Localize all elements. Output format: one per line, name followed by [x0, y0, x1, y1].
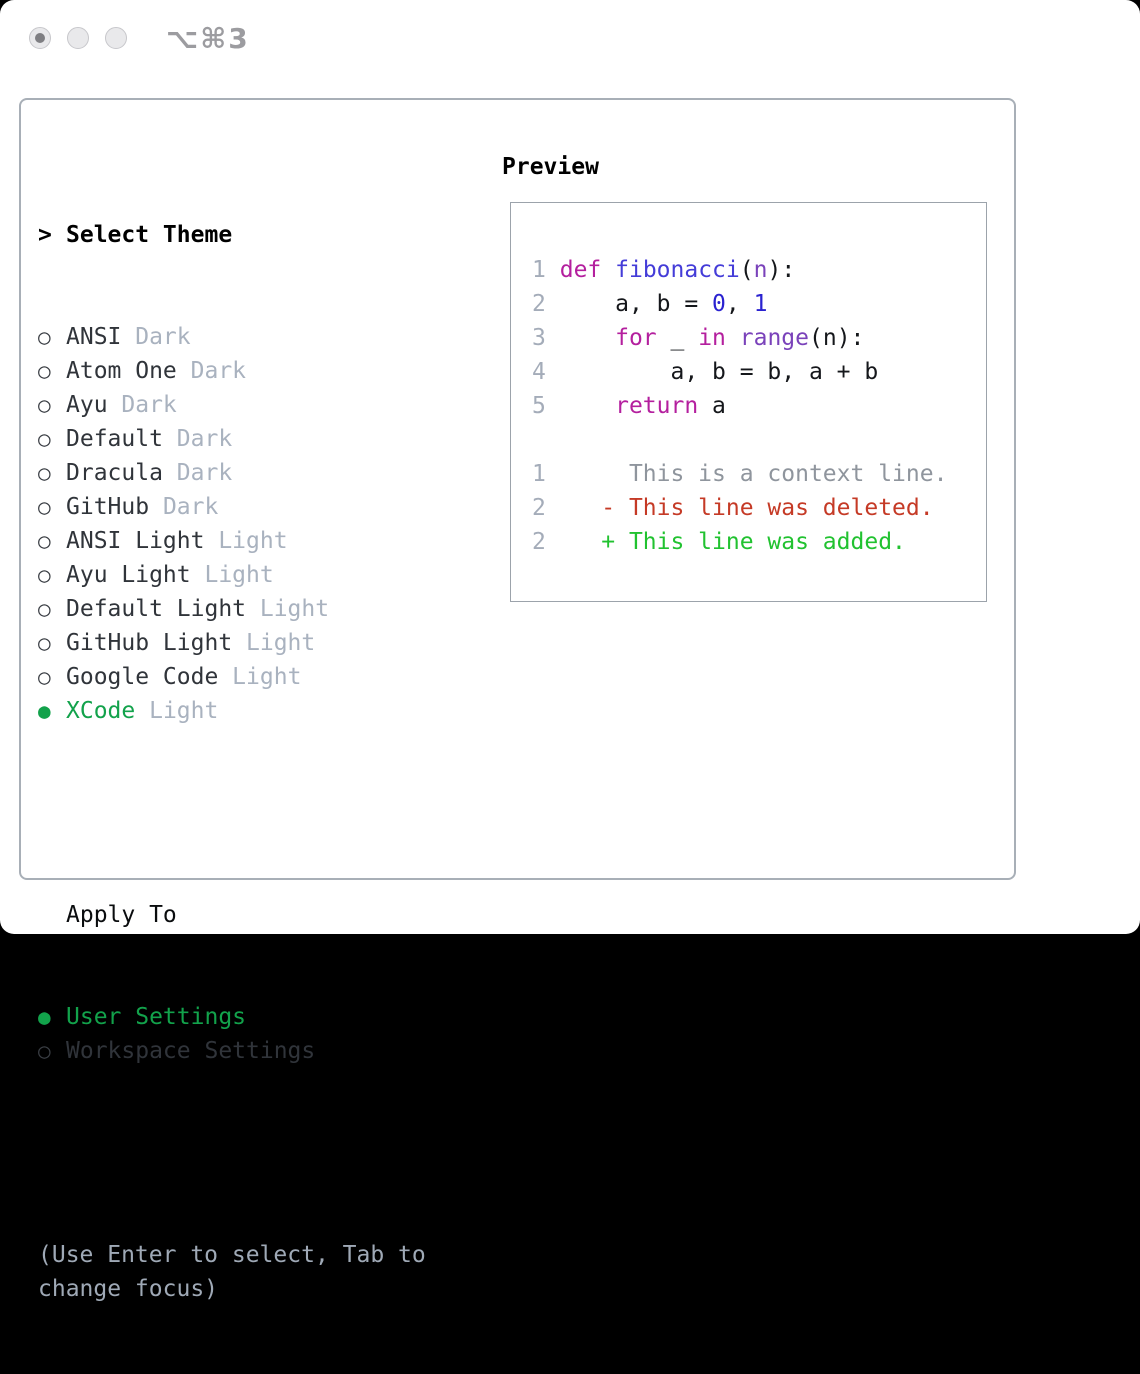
select-theme-header	[38, 218, 458, 252]
code-token: ):	[767, 257, 796, 283]
theme-variant-tag: Dark	[121, 324, 191, 350]
code-token: return	[615, 393, 699, 419]
code-token: ,	[725, 291, 754, 317]
theme-variant-tag: Dark	[176, 358, 247, 384]
code-token	[601, 257, 615, 283]
radio-unselected-icon: ○	[38, 631, 51, 655]
preview-code-line	[532, 321, 986, 355]
apply-option-workspace-settings[interactable]	[38, 1034, 458, 1068]
code-token: (n):	[809, 325, 865, 351]
spacer	[38, 1136, 458, 1170]
theme-variant-tag: Dark	[149, 494, 219, 520]
zoom-button[interactable]	[105, 27, 127, 49]
theme-picker-panel	[19, 98, 1016, 1302]
theme-name: ANSI Light	[66, 528, 205, 554]
theme-variant-tag: Dark	[107, 392, 177, 418]
radio-unselected-icon: ○	[38, 359, 51, 383]
code-preview-box	[510, 202, 987, 602]
code-token: + This line was added.	[545, 529, 906, 555]
theme-option-atom-one[interactable]	[38, 354, 458, 388]
code-token: a, b = b, a + b	[545, 359, 879, 385]
code-token: a, b =	[545, 291, 713, 317]
theme-name: Default Light	[66, 596, 247, 622]
code-token: (	[739, 257, 754, 283]
code-token	[546, 393, 615, 419]
code-token	[546, 257, 560, 283]
line-number: 5	[532, 393, 546, 419]
theme-name: GitHub Light	[66, 630, 233, 656]
code-token: fibonacci	[615, 257, 740, 283]
preview-code-line	[532, 525, 986, 559]
theme-name: GitHub	[66, 494, 150, 520]
line-number: 2	[532, 291, 546, 317]
select-theme-title: Select Theme	[66, 222, 233, 248]
preview-code-line	[532, 287, 986, 321]
theme-name: ANSI	[66, 324, 122, 350]
close-button-dot	[35, 33, 45, 43]
code-token: This is a context line.	[545, 461, 948, 487]
apply-option-user-settings[interactable]	[38, 1000, 458, 1034]
preview-code-line	[532, 423, 986, 457]
theme-option-ayu[interactable]	[38, 388, 458, 422]
apply-option-label: Workspace Settings	[66, 1038, 316, 1064]
preview-code-line	[532, 355, 986, 389]
code-token	[546, 325, 615, 351]
apply-to-header: Apply To	[66, 902, 177, 928]
code-token: - This line was deleted.	[545, 495, 934, 521]
apply-option-label: User Settings	[66, 1004, 247, 1030]
theme-name: Ayu Light	[66, 562, 191, 588]
radio-unselected-icon: ○	[38, 495, 51, 519]
theme-variant-tag: Light	[218, 664, 302, 690]
preview-code-line	[532, 457, 986, 491]
code-token: _	[656, 325, 699, 351]
help-hint-text: (Use Enter to select, Tab to change focus)	[38, 1242, 426, 1302]
minimize-button[interactable]	[67, 27, 89, 49]
preview-code-line	[532, 253, 986, 287]
theme-name: XCode	[66, 698, 136, 724]
radio-unselected-icon: ○	[38, 529, 51, 553]
theme-variant-tag: Light	[190, 562, 274, 588]
code-token: a	[698, 393, 726, 419]
titlebar	[0, 0, 1140, 76]
code-token: range	[739, 325, 810, 351]
caret-icon: >	[38, 222, 52, 248]
theme-variant-tag: Light	[135, 698, 219, 724]
radio-unselected-icon: ○	[38, 1039, 51, 1063]
theme-option-dracula[interactable]	[38, 456, 458, 490]
theme-option-ansi[interactable]	[38, 320, 458, 354]
theme-name: Google Code	[66, 664, 219, 690]
radio-selected-icon: ●	[38, 699, 51, 723]
theme-variant-tag: Dark	[162, 426, 233, 452]
line-number: 2	[532, 495, 546, 521]
radio-unselected-icon: ○	[38, 427, 51, 451]
theme-option-github-light[interactable]	[38, 626, 458, 660]
radio-unselected-icon: ○	[38, 461, 51, 485]
radio-unselected-icon: ○	[38, 665, 51, 689]
theme-option-google-code[interactable]	[38, 660, 458, 694]
code-token	[726, 325, 740, 351]
code-token: n	[753, 257, 768, 283]
radio-selected-icon: ●	[38, 1005, 51, 1029]
theme-option-default[interactable]	[38, 422, 458, 456]
theme-option-default-light[interactable]	[38, 592, 458, 626]
line-number: 4	[532, 359, 546, 385]
line-number: 1	[532, 257, 546, 283]
theme-option-xcode[interactable]	[38, 694, 458, 728]
theme-option-github[interactable]	[38, 490, 458, 524]
theme-option-ayu-light[interactable]	[38, 558, 458, 592]
radio-unselected-icon: ○	[38, 393, 51, 417]
preview-code-line	[532, 389, 986, 423]
code-token: 0	[712, 291, 726, 317]
code-token: in	[698, 325, 726, 351]
theme-variant-tag: Light	[246, 596, 330, 622]
code-token: 1	[753, 291, 768, 317]
line-number: 3	[532, 325, 546, 351]
preview-code-line	[532, 491, 986, 525]
keyboard-shortcut-label: ⌥⌘3	[166, 22, 250, 55]
theme-name: Atom One	[66, 358, 177, 384]
theme-variant-tag: Light	[204, 528, 288, 554]
code-token: def	[559, 257, 602, 283]
preview-title: Preview	[502, 154, 599, 180]
theme-name: Dracula	[66, 460, 163, 486]
theme-variant-tag: Dark	[162, 460, 233, 486]
close-button[interactable]	[29, 27, 51, 49]
code-token: for	[615, 325, 657, 351]
theme-name: Ayu	[66, 392, 108, 418]
radio-unselected-icon: ○	[38, 325, 51, 349]
theme-option-ansi-light[interactable]	[38, 524, 458, 558]
line-number: 2	[532, 529, 546, 555]
radio-unselected-icon: ○	[38, 597, 51, 621]
theme-name: Default	[66, 426, 163, 452]
radio-unselected-icon: ○	[38, 563, 51, 587]
spacer	[38, 796, 458, 830]
theme-variant-tag: Light	[232, 630, 316, 656]
line-number: 1	[532, 461, 546, 487]
theme-list	[38, 150, 458, 1374]
